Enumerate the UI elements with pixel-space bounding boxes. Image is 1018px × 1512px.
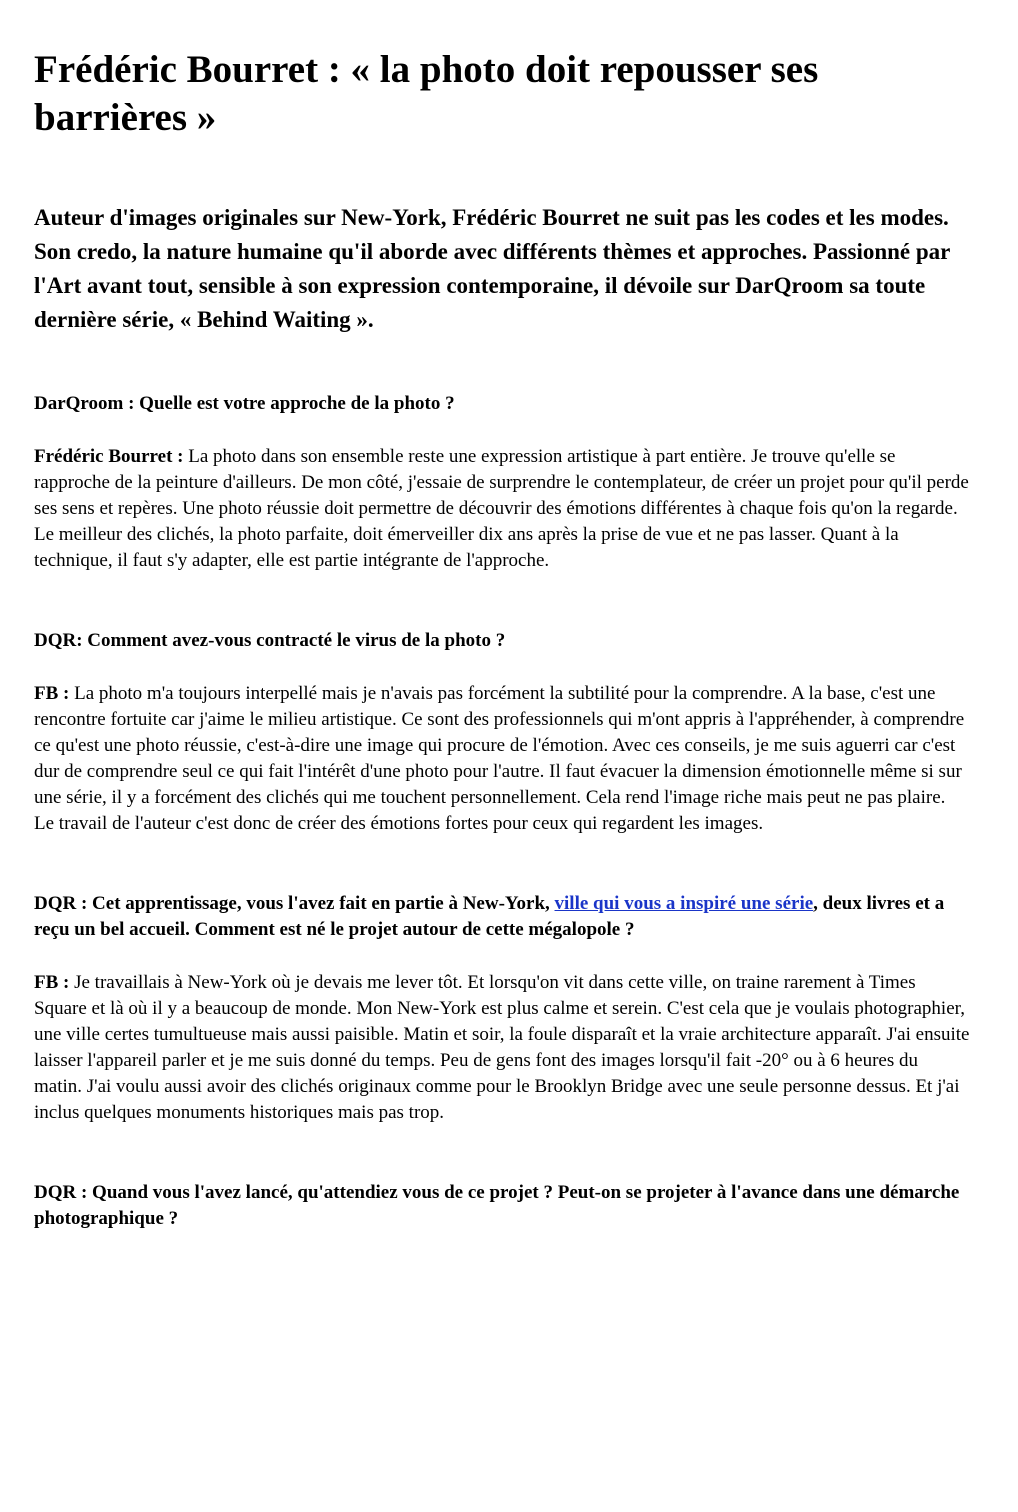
question-3-start: DQR : Cet apprentissage, vous l'avez fait en partie à New-York, — [34, 893, 555, 914]
article-lede: Auteur d'images originales sur New-York, Frédéric Bourret ne suit pas les codes et les modes. Son credo, la nature humaine qu'il aborde avec différents thèmes et approches. Passionné par l'Art avant tout, sensible à son expression contemporaine, il dévoile sur DarQroom sa toute dernière série, « Behind Waiting ». — [34, 205, 950, 332]
new-york-series-link[interactable]: ville qui vous a inspiré une série — [554, 893, 814, 914]
answer-1-text: La photo dans son ensemble reste une expression artistique à part entière. Je trouve qu'elle se rapproche de la peinture d'ailleurs. De mon côté, j'essaie de surprendre le contemplateur, de créer un projet pour qu'il perde ses sens et repères. Une photo réussie doit permettre de découvrir des émotions différentes à chaque fois qu'on la regarde. Le meilleur des clichés, la photo parfaite, doit émerveiller dix ans après la prise de vue et ne pas lasser. Quant à la technique, il faut s'y adapter, elle est partie intégrante de l'approche. — [34, 446, 969, 571]
answer-1 — [34, 444, 970, 574]
answer-2 — [34, 681, 970, 837]
answer-3-text: Je travaillais à New-York où je devais me lever tôt. Et lorsqu'on vit dans cette ville, on traine rarement à Times Square et là où il y a beaucoup de monde. Mon New-York est plus calme et serein. C'est cela que je voulais photographier, une ville certes tumultueuse mais aussi paisible. Matin et soir, la foule disparaît et la vraie architecture apparaît. J'ai ensuite laisser l'appareil parler et je me suis donné du temps. Peu de gens font des images lorsqu'il fait -20° ou à 6 heures du matin. J'ai voulu aussi avoir des clichés originaux comme pour le Brooklyn Bridge avec une seule personne dessus. Et j'ai inclus quelques monuments historiques mais pas trop. — [34, 972, 970, 1123]
question-1: DarQroom : Quelle est votre approche de la photo ? — [34, 393, 455, 414]
answer-2-text: La photo m'a toujours interpellé mais je n'avais pas forcément la subtilité pour la comprendre. A la base, c'est une rencontre fortuite car j'aime le milieu artistique. Ce sont des professionnels qui m'ont appris à l'appréhender, à comprendre ce qu'est une photo réussie, c'est-à-dire une image qui procure de l'émotion. Avec ces conseils, je me suis aguerri car c'est dur de comprendre seul ce qui fait l'intérêt d'une photo pour l'autre. Il faut évacuer la dimension émotionnelle même si sur une série, il y a forcément des clichés qui me touchent personnellement. Cela rend l'image riche mais peut ne pas plaire. Le travail de l'auteur c'est donc de créer des émotions fortes pour ceux qui regardent les images. — [34, 683, 965, 834]
article-title: Frédéric Bourret : « la photo doit repousser ses barrières » — [34, 48, 819, 139]
question-3 — [34, 891, 970, 943]
answer-2-speaker: FB : — [34, 683, 70, 704]
question-4: DQR : Quand vous l'avez lancé, qu'attendiez vous de ce projet ? Peut-on se projeter à l'avance dans une démarche photographique ? — [34, 1182, 960, 1229]
question-3-end: , deux livres et a reçu un bel accueil. Comment est né le projet autour de cette mégalopole ? — [34, 893, 945, 940]
answer-1-speaker: Frédéric Bourret : — [34, 446, 184, 467]
answer-3-speaker: FB : — [34, 972, 70, 993]
question-2: DQR: Comment avez-vous contracté le virus de la photo ? — [34, 630, 506, 651]
answer-3 — [34, 970, 970, 1126]
